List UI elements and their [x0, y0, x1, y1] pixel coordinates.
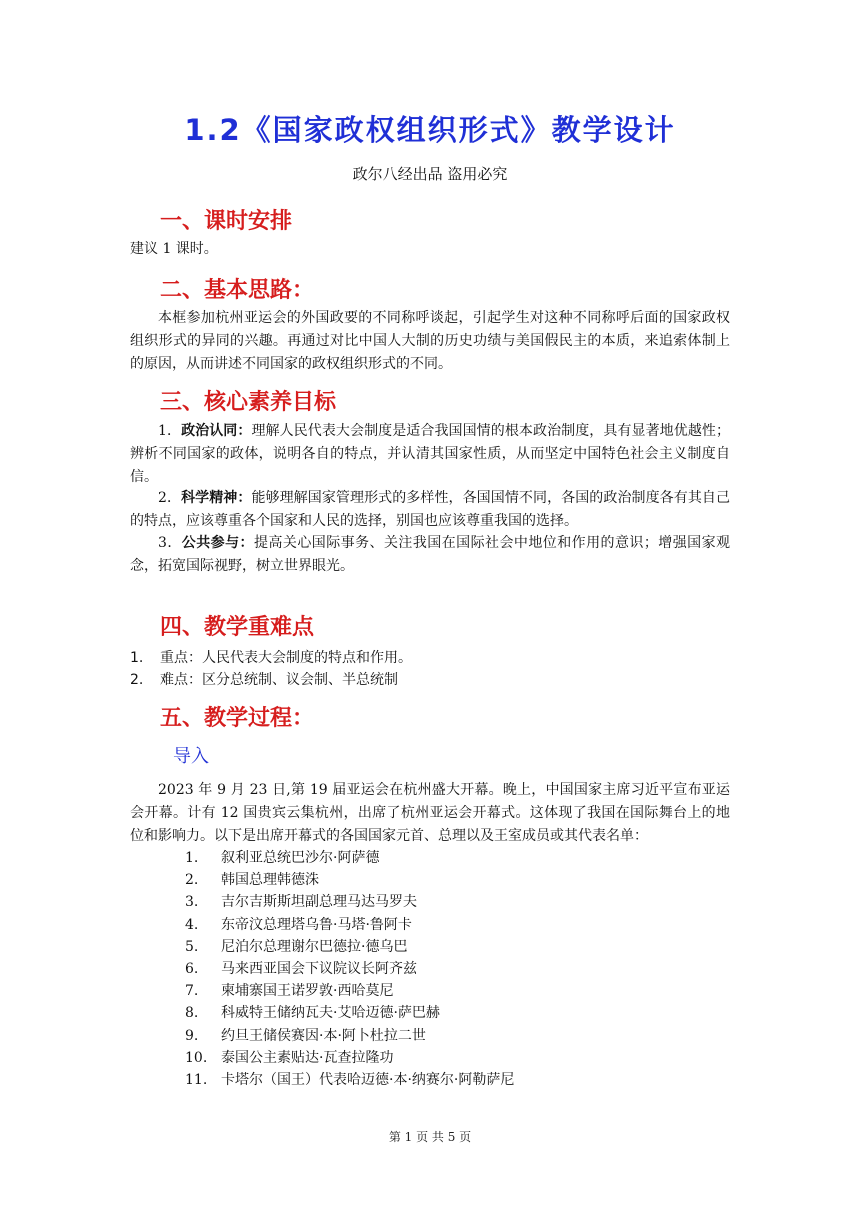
list-item: 6. 马来西亚国会下议院议长阿齐兹 [185, 960, 417, 977]
list-item: 2. 韩国总理韩德洙 [185, 872, 319, 889]
section-5-heading: 五、教学过程： [160, 706, 315, 731]
list-item: 5. 尼泊尔总理谢尔巴德拉·德乌巴 [185, 938, 408, 955]
intro-paragraph: 2023 年 9 月 23 日,第 19 届亚运会在杭州盛大开幕。晚上，中国国家主席习近平宣布亚运会开幕。计有 12 国贵宾云集杭州，出席了杭州亚运会开幕式。这体现了我国在国际舞台上的地位和影响力。以下是出席开幕式的各国国家元首、总理以及王室成员或其代表名单： [130, 782, 730, 844]
goal-1-label: 政治认同： [181, 423, 252, 439]
section-3-heading: 三、核心素养目标 [160, 390, 337, 415]
section-4-heading: 四、教学重难点 [160, 615, 315, 640]
intro-label: 导入 [173, 746, 209, 767]
list-item: 1. 叙利亚总统巴沙尔·阿萨德 [185, 850, 380, 866]
section-1-text: 建议 1 课时。 [130, 241, 218, 257]
goal-2-text: 能够理解国家管理形式的多样性，各国国情不同，各国的政治制度各有其自己的特点，应该尊重各个国家和人民的选择，别国也应该尊重我国的选择。 [130, 490, 730, 529]
list-item: 3. 吉尔吉斯斯坦副总理马达马罗夫 [185, 894, 417, 911]
goal-2-num: 2． [158, 490, 182, 506]
document-title: 1.2《国家政权组织形式》教学设计 [184, 113, 676, 147]
goal-3-num: 3． [158, 535, 182, 551]
list-item: 10. 泰国公主素贴达·瓦查拉隆功 [185, 1049, 394, 1066]
list-item: 9. 约旦王储侯赛因·本·阿卜杜拉二世 [185, 1027, 426, 1044]
goal-3 [130, 532, 730, 578]
goal-3-text: 提高关心国际事务、关注我国在国际社会中地位和作用的意识；增强国家观念，拓宽国际视野，树立世界眼光。 [130, 535, 731, 574]
list-item: 4. 东帝汶总理塔乌鲁·马塔·鲁阿卡 [185, 916, 412, 933]
list-item: 8. 科威特王储纳瓦夫·艾哈迈德·萨巴赫 [185, 1005, 440, 1022]
section-2-text: 本框参加杭州亚运会的外国政要的不同称呼谈起，引起学生对这种不同称呼后面的国家政权组织形式的异同的兴趣。再通过对比中国人大制的历史功绩与美国假民主的本质，来追索体制上的原因，从而讲述不同国家的政权组织形式的不同。 [130, 310, 730, 372]
list-item: 1. 重点：人民代表大会制度的特点和作用。 [130, 650, 412, 666]
goal-2 [130, 487, 730, 533]
section-1-heading: 一、课时安排 [160, 209, 293, 234]
list-item: 2. 难点：区分总统制、议会制、半总统制 [130, 672, 398, 688]
page-footer: 第 1 页 共 5 页 [388, 1130, 472, 1144]
document-subtitle: 政尔八经出品 盗用必究 [352, 165, 508, 183]
list-item: 7. 柬埔寨国王诺罗敦·西哈莫尼 [185, 983, 394, 1000]
list-item: 11. 卡塔尔（国王）代表哈迈德·本·纳赛尔·阿勒萨尼 [185, 1071, 515, 1088]
goal-1-text: 理解人民代表大会制度是适合我国国情的根本政治制度，具有显著地优越性；辨析不同国家的政体，说明各自的特点，并认清其国家性质，从而坚定中国特色社会主义制度自信。 [130, 423, 730, 485]
key-points-list [130, 647, 412, 691]
guest-list [185, 847, 514, 1091]
goal-1-num: 1． [158, 423, 182, 439]
section-2-heading: 二、基本思路： [160, 278, 315, 303]
goal-3-label: 公共参与： [181, 535, 254, 551]
goal-1 [130, 420, 730, 489]
goal-2-label: 科学精神： [181, 490, 252, 506]
